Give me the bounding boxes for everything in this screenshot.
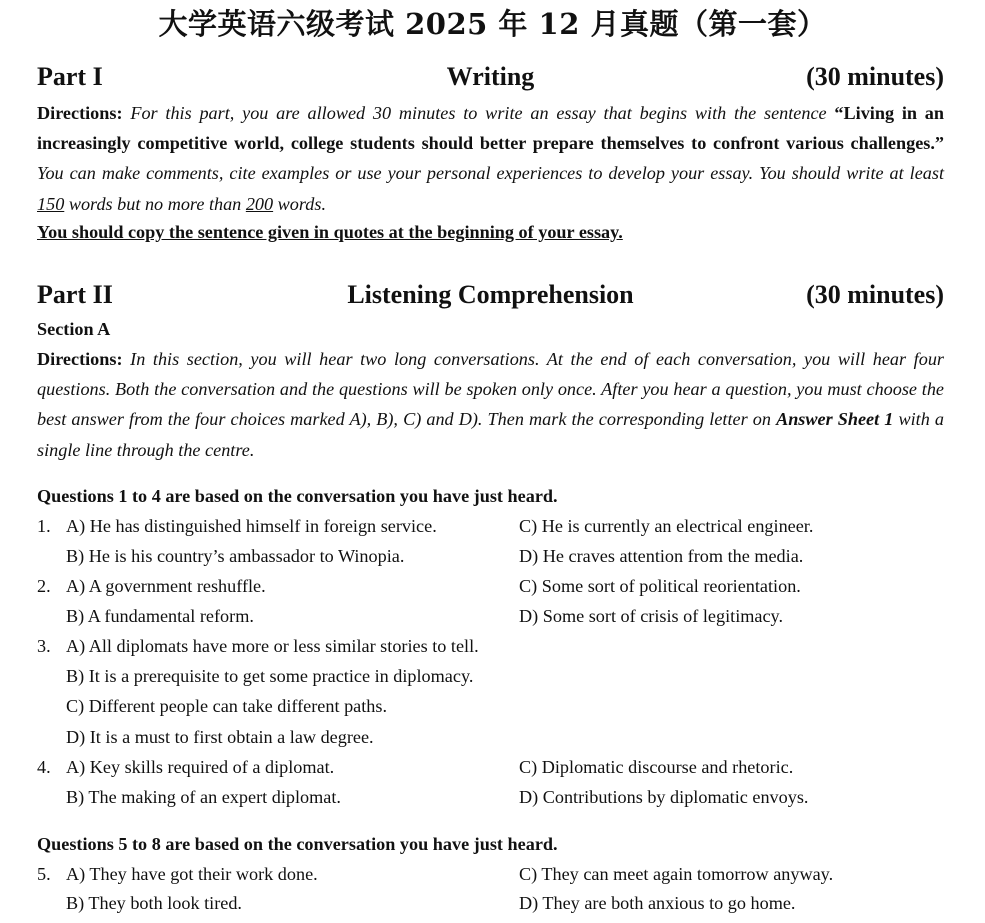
- part1-label: Part I: [37, 62, 103, 91]
- option-c: C) Some sort of political reorientation.: [519, 576, 801, 596]
- part1-time: (30 minutes): [806, 62, 944, 91]
- option-d: D) He craves attention from the media.: [519, 546, 804, 566]
- option-c: C) Diplomatic discourse and rhetoric.: [519, 757, 794, 777]
- question-row: [37, 666, 944, 696]
- question-number: 4.: [37, 757, 51, 777]
- question-number: 5.: [37, 864, 51, 884]
- option-b: B) The making of an expert diplomat.: [66, 787, 341, 807]
- option-c: C) Different people can take different paths.: [66, 696, 388, 716]
- part2-directions: [37, 344, 944, 465]
- question-row: [37, 606, 944, 636]
- part1-directions-text-1: For this part, you are allowed 30 minutes to write an essay that begins with the sentence: [130, 103, 827, 123]
- question-row: [37, 757, 944, 787]
- part1-directions: [37, 98, 944, 219]
- option-d: D) It is a must to first obtain a law degree.: [66, 727, 374, 747]
- max-words: 200: [245, 193, 274, 214]
- question-row: [37, 893, 944, 923]
- questions-1-4-heading: Questions 1 to 4 are based on the conversation you have just heard.: [37, 486, 558, 506]
- question-row: [37, 727, 944, 757]
- part2-header: [37, 280, 944, 314]
- question-number: 3.: [37, 636, 51, 656]
- option-d: D) Contributions by diplomatic envoys.: [519, 787, 809, 807]
- question-row: [37, 864, 944, 894]
- part2-label: Part II: [37, 280, 113, 309]
- option-d: D) Some sort of crisis of legitimacy.: [519, 606, 784, 626]
- part2-directions-text-2: with a single line through the centre.: [37, 409, 944, 460]
- question-row: [37, 516, 944, 546]
- question-number: 2.: [37, 576, 51, 596]
- option-b: B) They both look tired.: [66, 893, 242, 913]
- question-row: [37, 546, 944, 576]
- option-b: B) A fundamental reform.: [66, 606, 254, 626]
- questions-5-8-heading: Questions 5 to 8 are based on the conversation you have just heard.: [37, 834, 558, 854]
- option-c: C) He is currently an electrical engineer.: [519, 516, 814, 536]
- option-b: B) It is a prerequisite to get some practice in diplomacy.: [66, 666, 474, 686]
- essay-opening-quote: “Living in an increasingly competitive world, college students should better prepare themselves to confront various challenges.”: [37, 103, 945, 154]
- part2-directions-label: Directions:: [37, 349, 123, 369]
- words-end: words.: [277, 193, 327, 214]
- option-a: A) All diplomats have more or less similar stories to tell.: [66, 636, 479, 656]
- option-c: C) They can meet again tomorrow anyway.: [519, 864, 834, 884]
- answer-sheet-ref: Answer Sheet 1: [776, 409, 894, 430]
- question-row: [37, 576, 944, 606]
- option-a: A) He has distinguished himself in foreign service.: [66, 516, 437, 536]
- part1-directions-text-2: You can make comments, cite examples or use your personal experiences to develop your essay. You should write at least: [37, 163, 944, 184]
- option-d: D) They are both anxious to go home.: [519, 893, 796, 913]
- words-mid: words but no more than: [68, 193, 242, 214]
- section-a-heading: Section A: [37, 319, 111, 339]
- part2-time: (30 minutes): [806, 280, 944, 309]
- option-a: A) Key skills required of a diplomat.: [66, 757, 335, 777]
- option-a: A) They have got their work done.: [66, 864, 318, 884]
- question-row: [37, 787, 944, 817]
- exam-title: 大学英语六级考试 2025 年 12 月真题（第一套）: [158, 7, 827, 41]
- part1-directions-label: Directions:: [37, 103, 123, 123]
- question-number: 1.: [37, 516, 51, 536]
- part2-directions-text-1: In this section, you will hear two long conversations. At the end of each conversation, you will hear four questions. Both the conversation and the questions will be spoken only once. After you hear a question, you must choose the best answer from the four choices marked A), B), C) and D). Then mark the corresponding letter on: [37, 349, 945, 430]
- option-b: B) He is his country’s ambassador to Winopia.: [66, 546, 405, 566]
- question-row: [37, 696, 944, 726]
- part2-name: Listening Comprehension: [347, 280, 634, 309]
- min-words: 150: [37, 193, 65, 214]
- part1-copy-note: You should copy the sentence given in quotes at the beginning of your essay.: [37, 222, 623, 242]
- option-a: A) A government reshuffle.: [66, 576, 266, 596]
- part1-header: [37, 62, 944, 96]
- question-row: [37, 636, 944, 666]
- part1-name: Writing: [446, 62, 535, 91]
